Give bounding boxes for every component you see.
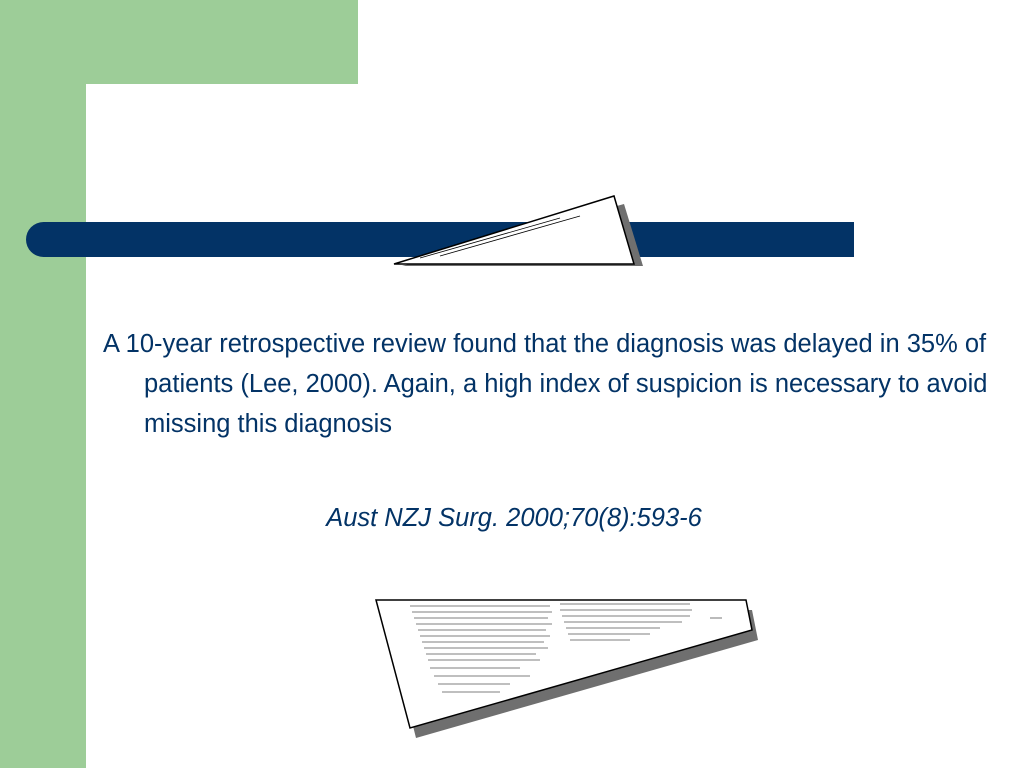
journal-page-bottom-image [360, 596, 770, 746]
citation-text: Aust NZJ Surg. 2000;70(8):593-6 [326, 504, 702, 532]
green-left-band [0, 0, 86, 768]
title-bar [26, 222, 854, 257]
body-paragraph: A 10-year retrospective review found that the diagnosis was delayed in 35% of patients (Lee, 2000). Again, a high index of suspicion is necessary to avoid missing this diagnosis [103, 330, 988, 438]
